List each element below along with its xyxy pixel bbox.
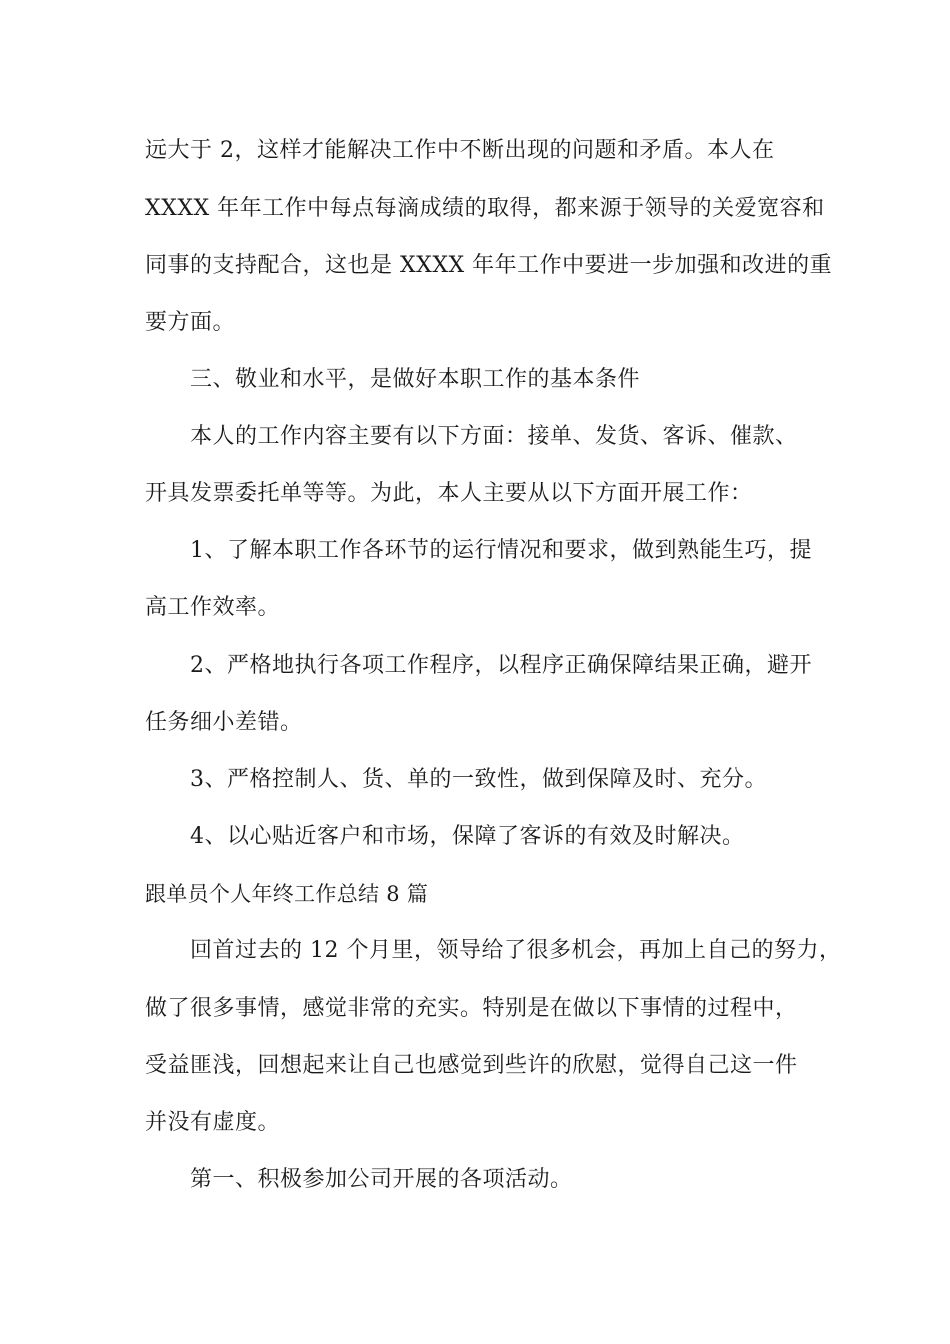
- list-item: 2、严格地执行各项工作程序，以程序正确保障结果正确，避开: [190, 653, 812, 678]
- paragraph-line: 做了很多事情，感觉非常的充实。特别是在做以下事情的过程中，: [145, 996, 798, 1021]
- paragraph-line: 要方面。: [145, 310, 236, 335]
- paragraph-line: 并没有虚度。: [145, 1110, 281, 1135]
- paragraph-line: 开具发票委托单等等。为此，本人主要从以下方面开展工作：: [145, 481, 753, 506]
- section-heading: 三、敬业和水平，是做好本职工作的基本条件: [190, 367, 641, 392]
- paragraph-line: 任务细小差错。: [145, 710, 303, 735]
- list-item: 1、了解本职工作各环节的运行情况和要求，做到熟能生巧，提: [190, 538, 812, 563]
- paragraph-line: 远大于 2，这样才能解决工作中不断出现的问题和矛盾。本人在: [145, 138, 775, 163]
- paragraph-line: 高工作效率。: [145, 595, 281, 620]
- paragraph-line: 受益匪浅，回想起来让自己也感觉到些许的欣慰，觉得自己这一件: [145, 1053, 798, 1078]
- document-title: 跟单员个人年终工作总结 8 篇: [145, 882, 429, 906]
- list-item: 3、严格控制人、货、单的一致性，做到保障及时、充分。: [190, 767, 767, 792]
- paragraph-line: XXXX 年年工作中每点每滴成绩的取得，都来源于领导的关爱宽容和: [145, 196, 825, 221]
- paragraph-line: 本人的工作内容主要有以下方面：接单、发货、客诉、催款、: [190, 424, 798, 449]
- list-item: 4、以心贴近客户和市场，保障了客诉的有效及时解决。: [190, 824, 745, 849]
- paragraph-line: 回首过去的 12 个月里，领导给了很多机会，再加上自己的努力，: [190, 938, 842, 963]
- paragraph-line: 同事的支持配合，这也是 XXXX 年年工作中要进一步加强和改进的重: [145, 253, 833, 278]
- section-heading: 第一、积极参加公司开展的各项活动。: [190, 1167, 573, 1192]
